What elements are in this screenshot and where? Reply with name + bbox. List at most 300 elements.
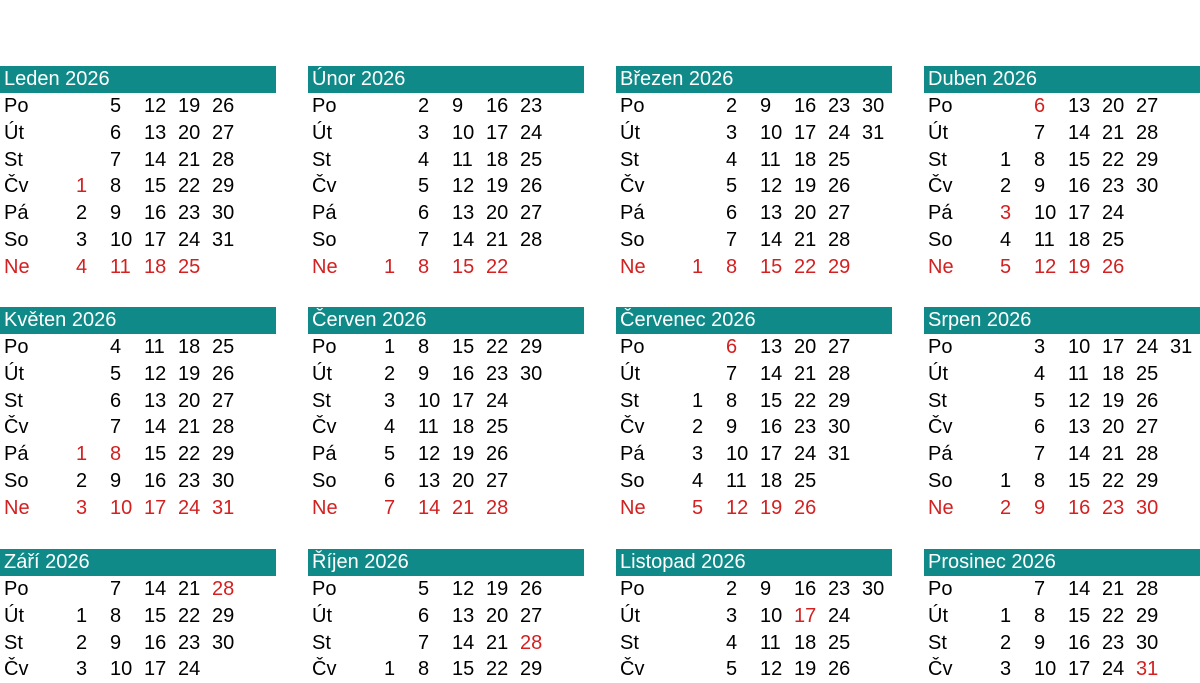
day-name: Po — [620, 95, 645, 117]
day-number: 10 — [110, 496, 133, 519]
day-number: 26 — [486, 443, 509, 466]
day-number: 19 — [794, 658, 817, 681]
day-number: 26 — [520, 175, 543, 198]
day-number: 28 — [1136, 121, 1159, 144]
day-name: Út — [928, 121, 948, 144]
day-number: 15 — [1068, 148, 1091, 171]
day-number: 3 — [692, 443, 704, 466]
week-day-row — [0, 441, 276, 468]
day-number: 20 — [178, 121, 201, 144]
month-block — [308, 307, 584, 522]
week-day-row — [0, 603, 276, 630]
day-number: 19 — [486, 578, 509, 600]
day-number: 9 — [1034, 631, 1046, 654]
day-number: 23 — [1102, 496, 1125, 519]
day-number: 20 — [1102, 416, 1125, 439]
day-name: St — [312, 148, 331, 171]
day-number: 17 — [1068, 202, 1091, 225]
day-number: 21 — [178, 578, 201, 600]
day-number: 12 — [452, 578, 475, 600]
day-number: 21 — [178, 416, 201, 439]
day-name: Pá — [620, 202, 645, 225]
day-number: 2 — [384, 362, 396, 385]
day-number: 1 — [384, 336, 396, 358]
day-number: 29 — [1136, 469, 1159, 492]
day-number: 29 — [212, 175, 235, 198]
day-number: 21 — [178, 148, 201, 171]
week-day-row — [0, 334, 276, 361]
day-number: 8 — [1034, 469, 1046, 492]
day-number: 10 — [726, 443, 749, 466]
day-number: 9 — [760, 578, 772, 600]
day-number: 20 — [486, 202, 509, 225]
day-number: 3 — [1000, 658, 1012, 681]
day-number: 14 — [760, 362, 783, 385]
week-day-row — [616, 334, 892, 361]
day-number: 17 — [760, 443, 783, 466]
day-number: 3 — [76, 658, 88, 681]
day-number: 24 — [1136, 336, 1159, 358]
day-number: 1 — [1000, 469, 1012, 492]
day-number: 28 — [1136, 578, 1159, 600]
day-number: 12 — [144, 95, 167, 117]
day-name: Ne — [620, 255, 646, 278]
month-title: Prosinec 2026 — [924, 549, 1200, 576]
day-name: St — [620, 631, 639, 654]
day-number: 26 — [1136, 389, 1159, 412]
day-number: 8 — [110, 443, 122, 466]
month-title: Září 2026 — [0, 549, 276, 576]
day-name: Út — [312, 362, 332, 385]
day-name: Út — [928, 604, 948, 627]
day-number: 21 — [1102, 443, 1125, 466]
week-day-row — [924, 93, 1200, 120]
week-day-row — [924, 173, 1200, 200]
day-number: 25 — [486, 416, 509, 439]
day-number: 26 — [1102, 255, 1125, 278]
week-day-row — [616, 630, 892, 657]
day-number: 20 — [178, 389, 201, 412]
day-number: 13 — [1068, 416, 1091, 439]
day-number: 8 — [418, 255, 430, 278]
day-name: Út — [312, 121, 332, 144]
day-name: Pá — [4, 443, 29, 466]
day-name: Ne — [312, 255, 338, 278]
day-number: 4 — [418, 148, 430, 171]
day-name: Po — [928, 95, 953, 117]
day-number: 9 — [452, 95, 464, 117]
day-number: 8 — [726, 255, 738, 278]
week-day-row — [0, 147, 276, 174]
month-block — [0, 66, 276, 281]
day-name: Ne — [312, 496, 338, 519]
day-number: 3 — [1034, 336, 1046, 358]
day-number: 27 — [520, 604, 543, 627]
day-number: 7 — [1034, 578, 1046, 600]
day-number: 26 — [828, 175, 851, 198]
day-number: 2 — [726, 95, 738, 117]
day-number: 21 — [1102, 121, 1125, 144]
day-name: Po — [4, 336, 29, 358]
day-number: 16 — [1068, 631, 1091, 654]
week-day-row — [616, 147, 892, 174]
day-number: 7 — [726, 228, 738, 251]
day-number: 21 — [794, 362, 817, 385]
day-number: 11 — [1068, 362, 1089, 385]
day-name: Čv — [928, 658, 953, 681]
day-number: 1 — [76, 175, 88, 198]
day-number: 14 — [452, 228, 475, 251]
week-day-row — [0, 495, 276, 522]
day-number: 21 — [486, 228, 509, 251]
day-number: 17 — [794, 121, 817, 144]
day-name: Út — [4, 362, 24, 385]
week-day-row — [308, 468, 584, 495]
day-number: 7 — [110, 416, 122, 439]
day-number: 5 — [418, 175, 430, 198]
week-day-row — [308, 603, 584, 630]
week-day-row — [308, 173, 584, 200]
day-number: 23 — [178, 631, 201, 654]
day-number: 30 — [520, 362, 543, 385]
day-number: 29 — [828, 389, 851, 412]
day-name: So — [4, 469, 29, 492]
week-day-row — [924, 227, 1200, 254]
day-number: 11 — [726, 469, 747, 492]
day-number: 31 — [212, 496, 235, 519]
day-number: 27 — [1136, 416, 1159, 439]
day-number: 8 — [726, 389, 738, 412]
week-day-row — [308, 147, 584, 174]
month-block — [308, 549, 584, 683]
day-number: 27 — [486, 469, 509, 492]
day-number: 29 — [1136, 604, 1159, 627]
day-number: 30 — [1136, 175, 1159, 198]
day-number: 23 — [178, 469, 201, 492]
week-day-row — [924, 441, 1200, 468]
day-number: 24 — [828, 121, 851, 144]
week-day-row — [924, 495, 1200, 522]
day-number: 25 — [1102, 228, 1125, 251]
week-day-row — [0, 656, 276, 683]
day-number: 19 — [452, 443, 475, 466]
day-number: 8 — [110, 604, 122, 627]
week-day-row — [924, 254, 1200, 281]
day-number: 1 — [692, 255, 704, 278]
day-number: 8 — [418, 658, 430, 681]
day-number: 4 — [692, 469, 704, 492]
day-number: 24 — [1102, 658, 1125, 681]
day-number: 11 — [418, 416, 439, 439]
day-number: 30 — [212, 469, 235, 492]
day-number: 8 — [1034, 148, 1046, 171]
day-name: Ne — [4, 255, 30, 278]
day-name: Pá — [928, 443, 953, 466]
month-title: Únor 2026 — [308, 66, 584, 93]
day-number: 10 — [760, 121, 783, 144]
day-number: 31 — [1136, 658, 1159, 681]
day-number: 12 — [452, 175, 475, 198]
week-day-row — [616, 388, 892, 415]
day-number: 28 — [212, 416, 235, 439]
day-number: 20 — [486, 604, 509, 627]
day-number: 12 — [726, 496, 749, 519]
week-day-row — [0, 468, 276, 495]
day-number: 13 — [760, 202, 783, 225]
day-number: 19 — [178, 95, 201, 117]
day-number: 22 — [1102, 604, 1125, 627]
day-number: 2 — [1000, 175, 1012, 198]
day-name: Ne — [928, 496, 954, 519]
day-number: 23 — [794, 416, 817, 439]
week-day-row — [924, 334, 1200, 361]
day-number: 10 — [760, 604, 783, 627]
day-number: 24 — [178, 496, 201, 519]
day-number: 30 — [212, 631, 235, 654]
day-number: 11 — [452, 148, 473, 171]
week-day-row — [0, 361, 276, 388]
day-name: Po — [928, 336, 953, 358]
day-number: 17 — [144, 496, 167, 519]
day-number: 29 — [828, 255, 851, 278]
day-number: 18 — [486, 148, 509, 171]
day-number: 2 — [1000, 631, 1012, 654]
day-number: 27 — [520, 202, 543, 225]
week-day-row — [308, 630, 584, 657]
day-number: 10 — [1068, 336, 1091, 358]
day-number: 21 — [452, 496, 475, 519]
day-number: 24 — [178, 228, 201, 251]
day-name: Út — [928, 362, 948, 385]
day-name: Čv — [4, 416, 29, 439]
day-number: 22 — [486, 336, 509, 358]
week-day-row — [0, 576, 276, 603]
day-number: 9 — [760, 95, 772, 117]
day-number: 12 — [1034, 255, 1057, 278]
day-number: 27 — [1136, 95, 1159, 117]
week-day-row — [924, 200, 1200, 227]
day-number: 18 — [794, 631, 817, 654]
day-number: 1 — [384, 255, 396, 278]
day-number: 3 — [726, 604, 738, 627]
week-day-row — [924, 147, 1200, 174]
week-day-row — [308, 120, 584, 147]
month-title: Březen 2026 — [616, 66, 892, 93]
day-number: 17 — [1102, 336, 1125, 358]
day-number: 2 — [418, 95, 430, 117]
day-number: 9 — [418, 362, 430, 385]
day-number: 20 — [452, 469, 475, 492]
day-number: 5 — [726, 175, 738, 198]
day-number: 18 — [794, 148, 817, 171]
day-number: 14 — [1068, 578, 1091, 600]
week-day-row — [924, 468, 1200, 495]
day-name: Ne — [928, 255, 954, 278]
day-number: 13 — [418, 469, 441, 492]
week-day-row — [616, 227, 892, 254]
day-name: Pá — [928, 202, 953, 225]
day-number: 10 — [110, 228, 133, 251]
week-day-row — [924, 388, 1200, 415]
day-name: St — [312, 389, 331, 412]
day-number: 19 — [760, 496, 783, 519]
day-number: 7 — [110, 148, 122, 171]
day-name: Po — [312, 336, 337, 358]
week-day-row — [616, 361, 892, 388]
day-number: 23 — [1102, 631, 1125, 654]
week-day-row — [0, 93, 276, 120]
week-day-row — [308, 254, 584, 281]
day-name: Čv — [620, 658, 645, 681]
week-day-row — [616, 414, 892, 441]
day-number: 15 — [144, 175, 167, 198]
day-number: 10 — [1034, 202, 1057, 225]
day-number: 13 — [452, 202, 475, 225]
day-number: 7 — [1034, 443, 1046, 466]
day-number: 22 — [178, 175, 201, 198]
day-number: 27 — [828, 336, 851, 358]
day-number: 18 — [452, 416, 475, 439]
day-number: 29 — [520, 658, 543, 681]
day-name: St — [928, 631, 947, 654]
day-name: Út — [620, 604, 640, 627]
week-day-row — [924, 630, 1200, 657]
day-number: 13 — [144, 389, 167, 412]
day-name: Pá — [620, 443, 645, 466]
day-number: 31 — [1170, 336, 1193, 358]
day-number: 8 — [110, 175, 122, 198]
day-name: Ne — [620, 496, 646, 519]
week-day-row — [0, 227, 276, 254]
day-number: 17 — [486, 121, 509, 144]
day-number: 11 — [760, 148, 781, 171]
week-day-row — [0, 414, 276, 441]
day-number: 12 — [1068, 389, 1091, 412]
day-number: 2 — [76, 202, 88, 225]
week-day-row — [616, 254, 892, 281]
day-number: 28 — [212, 578, 235, 600]
day-number: 6 — [110, 389, 122, 412]
day-name: Po — [4, 578, 29, 600]
week-day-row — [616, 468, 892, 495]
day-number: 19 — [178, 362, 201, 385]
day-number: 6 — [1034, 416, 1046, 439]
day-name: St — [928, 389, 947, 412]
day-number: 19 — [1068, 255, 1091, 278]
day-number: 18 — [760, 469, 783, 492]
week-day-row — [0, 200, 276, 227]
week-day-row — [616, 200, 892, 227]
month-block — [616, 307, 892, 522]
day-number: 18 — [178, 336, 201, 358]
day-name: Čv — [312, 416, 337, 439]
day-number: 16 — [1068, 496, 1091, 519]
day-number: 3 — [76, 496, 88, 519]
day-number: 5 — [692, 496, 704, 519]
day-number: 7 — [418, 228, 430, 251]
day-number: 25 — [794, 469, 817, 492]
day-name: Pá — [312, 443, 337, 466]
day-number: 28 — [828, 362, 851, 385]
day-number: 23 — [178, 202, 201, 225]
day-number: 30 — [828, 416, 851, 439]
month-block — [0, 307, 276, 522]
day-number: 7 — [110, 578, 122, 600]
day-name: Ne — [4, 496, 30, 519]
week-day-row — [308, 656, 584, 683]
day-name: Čv — [312, 175, 337, 198]
day-number: 15 — [452, 336, 475, 358]
day-number: 21 — [1102, 578, 1125, 600]
day-name: So — [620, 469, 645, 492]
day-name: So — [312, 469, 337, 492]
day-number: 28 — [212, 148, 235, 171]
day-number: 23 — [828, 578, 851, 600]
day-number: 16 — [794, 578, 817, 600]
day-number: 21 — [486, 631, 509, 654]
day-number: 16 — [486, 95, 509, 117]
day-number: 14 — [452, 631, 475, 654]
day-number: 15 — [1068, 604, 1091, 627]
day-number: 5 — [384, 443, 396, 466]
day-number: 20 — [794, 202, 817, 225]
month-block — [0, 549, 276, 683]
week-day-row — [0, 630, 276, 657]
day-number: 16 — [144, 631, 167, 654]
day-number: 25 — [828, 148, 851, 171]
day-name: Út — [620, 362, 640, 385]
day-number: 24 — [1102, 202, 1125, 225]
day-name: So — [312, 228, 337, 251]
day-number: 16 — [452, 362, 475, 385]
day-number: 12 — [418, 443, 441, 466]
week-day-row — [0, 388, 276, 415]
day-number: 25 — [1136, 362, 1159, 385]
day-number: 15 — [760, 255, 783, 278]
day-number: 17 — [1068, 658, 1091, 681]
day-name: Po — [620, 336, 645, 358]
day-number: 23 — [1102, 175, 1125, 198]
day-number: 18 — [144, 255, 167, 278]
day-number: 20 — [1102, 95, 1125, 117]
week-day-row — [616, 173, 892, 200]
month-block — [308, 66, 584, 281]
week-day-row — [924, 603, 1200, 630]
day-number: 14 — [1068, 443, 1091, 466]
day-number: 1 — [1000, 604, 1012, 627]
day-name: Čv — [620, 416, 645, 439]
day-name: Po — [928, 578, 953, 600]
day-number: 7 — [1034, 121, 1046, 144]
day-number: 2 — [1000, 496, 1012, 519]
day-number: 31 — [212, 228, 235, 251]
day-number: 30 — [1136, 496, 1159, 519]
week-day-row — [616, 495, 892, 522]
day-number: 31 — [828, 443, 851, 466]
day-number: 30 — [212, 202, 235, 225]
week-day-row — [924, 656, 1200, 683]
day-number: 14 — [144, 148, 167, 171]
day-number: 1 — [692, 389, 704, 412]
day-name: So — [928, 228, 953, 251]
day-name: So — [620, 228, 645, 251]
day-number: 7 — [384, 496, 396, 519]
month-block — [616, 66, 892, 281]
day-number: 19 — [486, 175, 509, 198]
day-number: 17 — [144, 658, 167, 681]
day-name: Pá — [312, 202, 337, 225]
day-number: 28 — [486, 496, 509, 519]
